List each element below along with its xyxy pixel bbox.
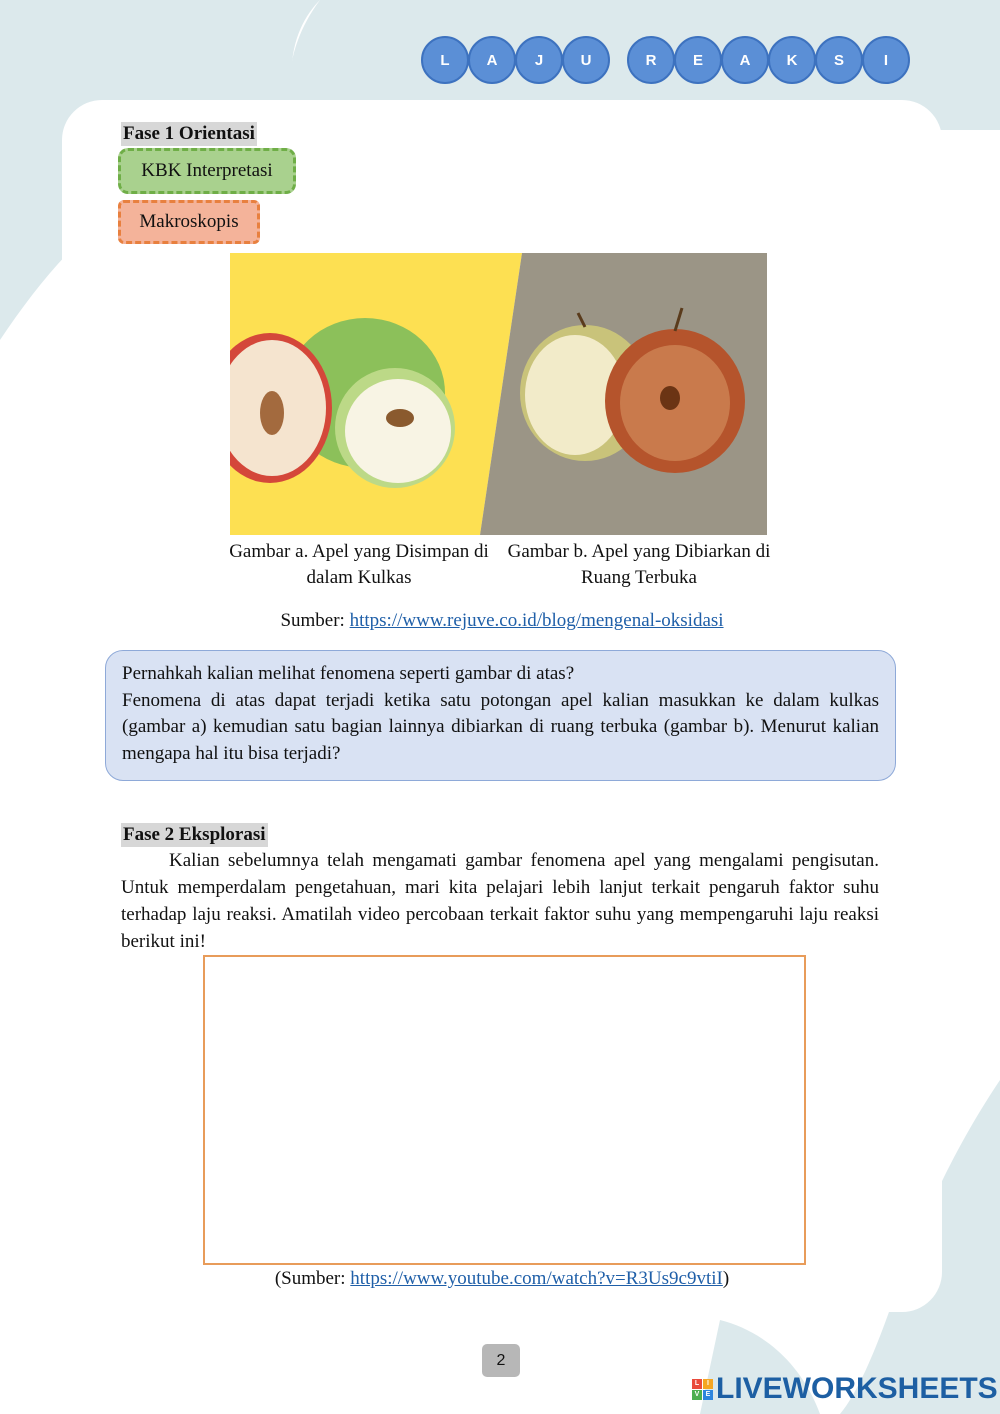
apple-comparison-photo xyxy=(230,253,767,535)
title-letter: A xyxy=(721,36,769,84)
worksheet-card xyxy=(62,100,942,1312)
logo-letter: I xyxy=(703,1379,713,1389)
video-source-link[interactable]: https://www.youtube.com/watch?v=R3Us9c9vtiI xyxy=(350,1268,723,1289)
question-text: Fenomena di atas dapat terjadi ketika satu potongan apel kalian masukkan ke dalam kulkas (gambar a) kemudian satu bagian lainnya dibiarkan di ruang terbuka (gambar b). Menurut kalian mengapa hal itu bisa terjadi? xyxy=(122,689,879,764)
logo-letter: V xyxy=(692,1390,702,1400)
logo-letter: L xyxy=(692,1379,702,1389)
image-source xyxy=(62,610,942,632)
liveworksheets-logo xyxy=(692,1372,998,1406)
video-source-suffix: ) xyxy=(722,1268,730,1289)
question-box xyxy=(105,650,896,781)
phase1-title: Fase 1 Orientasi xyxy=(123,123,255,144)
source-label: Sumber: xyxy=(280,610,350,631)
title-letter: R xyxy=(627,36,675,84)
source-link[interactable]: https://www.rejuve.co.id/blog/mengenal-oksidasi xyxy=(349,610,724,631)
brand-name: LIVEWORKSHEETS xyxy=(716,1372,998,1405)
title-letter: E xyxy=(674,36,722,84)
video-placeholder[interactable] xyxy=(203,955,806,1265)
phase2-paragraph: Kalian sebelumnya telah mengamati gambar fenomena apel yang mengalami pengisutan. Untuk memperdalam pengetahuan, mari kita pelajari lebih lanjut terkait pengaruh faktor suhu terhadap laju reaksi. Amatilah video percobaan terkait faktor suhu yang mempengaruhi laju reaksi berikut ini! xyxy=(121,850,879,952)
question-line: Pernahkah kalian melihat fenomena seperti gambar di atas? xyxy=(122,663,575,684)
title-letter: L xyxy=(421,36,469,84)
title-letter: K xyxy=(768,36,816,84)
title-letter: J xyxy=(515,36,563,84)
kbk-tag: KBK Interpretasi xyxy=(118,148,296,194)
video-source xyxy=(62,1268,942,1290)
page-number: 2 xyxy=(482,1344,520,1377)
liveworksheets-icon xyxy=(692,1379,713,1400)
title-letter: U xyxy=(562,36,610,84)
title-letter: A xyxy=(468,36,516,84)
video-source-prefix: (Sumber: xyxy=(274,1268,351,1289)
title-letter: S xyxy=(815,36,863,84)
title-letter: I xyxy=(862,36,910,84)
caption-b: Gambar b. Apel yang Dibiarkan di Ruang Terbuka xyxy=(507,541,771,588)
phase2-title: Fase 2 Eksplorasi xyxy=(123,824,266,845)
level-tag: Makroskopis xyxy=(118,200,260,244)
caption-a: Gambar a. Apel yang Disimpan di dalam Kulkas xyxy=(229,541,489,588)
logo-letter: E xyxy=(703,1390,713,1400)
